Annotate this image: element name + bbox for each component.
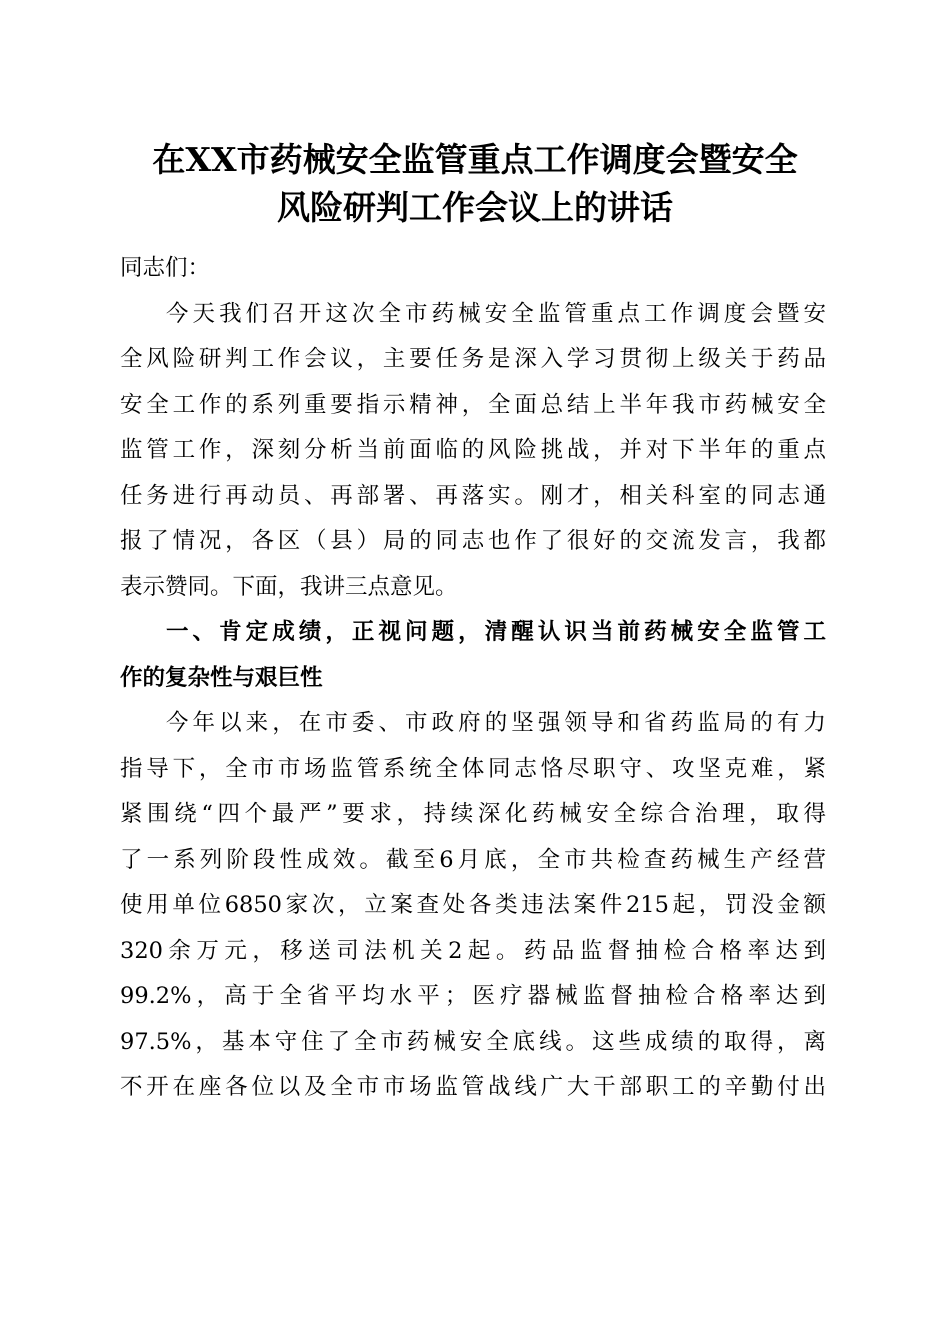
section-line: 了一系列阶段性成效。截至6月底，全市共检查药械生产经营: [120, 846, 826, 873]
intro-line: 安全工作的系列重要指示精神，全面总结上半年我市药械安全: [120, 391, 826, 418]
intro-line: 任务进行再动员、再部署、再落实。刚才，相关科室的同志通: [120, 482, 826, 509]
section-line: 今年以来，在市委、市政府的坚强领导和省药监局的有力: [166, 710, 826, 736]
section-line: 99.2%，高于全省平均水平；医疗器械监督抽检合格率达到: [120, 983, 826, 1009]
title-line-1: 在XX市药械安全监管重点工作调度会暨安全: [152, 140, 798, 179]
section-line: 320余万元，移送司法机关2起。药品监督抽检合格率达到: [120, 937, 826, 964]
section-line: 使用单位6850家次，立案查处各类违法案件215起，罚没金额: [120, 892, 826, 918]
document-body: [120, 246, 826, 1111]
section-line: 不开在座各位以及全市市场监管战线广大干部职工的辛勤付出: [120, 1074, 826, 1100]
intro-line: 全风险研判工作会议，主要任务是深入学习贯彻上级关于药品: [120, 346, 826, 372]
section-line: 97.5%，基本守住了全市药械安全底线。这些成绩的取得，离: [120, 1028, 826, 1055]
section-heading-line: 作的复杂性与艰巨性: [120, 664, 323, 691]
intro-line: 监管工作，深刻分析当前面临的风险挑战，并对下半年的重点: [120, 437, 826, 463]
section-1-heading: [120, 610, 826, 701]
salutation: 同志们：: [120, 255, 211, 281]
section-line: 紧围绕“四个最严”要求，持续深化药械安全综合治理，取得: [120, 801, 826, 827]
section-heading-line: 一、肯定成绩，正视问题，清醒认识当前药械安全监管工: [166, 619, 826, 645]
section-line: 指导下，全市市场监管系统全体同志恪尽职守、攻坚克难，紧: [120, 755, 826, 782]
intro-line: 表示赞同。下面，我讲三点意见。: [120, 573, 458, 600]
section-1-paragraph: [120, 701, 826, 1111]
document-title: [100, 136, 850, 232]
intro-line: 今天我们召开这次全市药械安全监管重点工作调度会暨安: [166, 300, 826, 327]
intro-paragraph: [120, 292, 826, 611]
intro-line: 报了情况，各区（县）局的同志也作了很好的交流发言，我都: [120, 528, 826, 554]
title-line-2: 风险研判工作会议上的讲话: [277, 188, 673, 227]
